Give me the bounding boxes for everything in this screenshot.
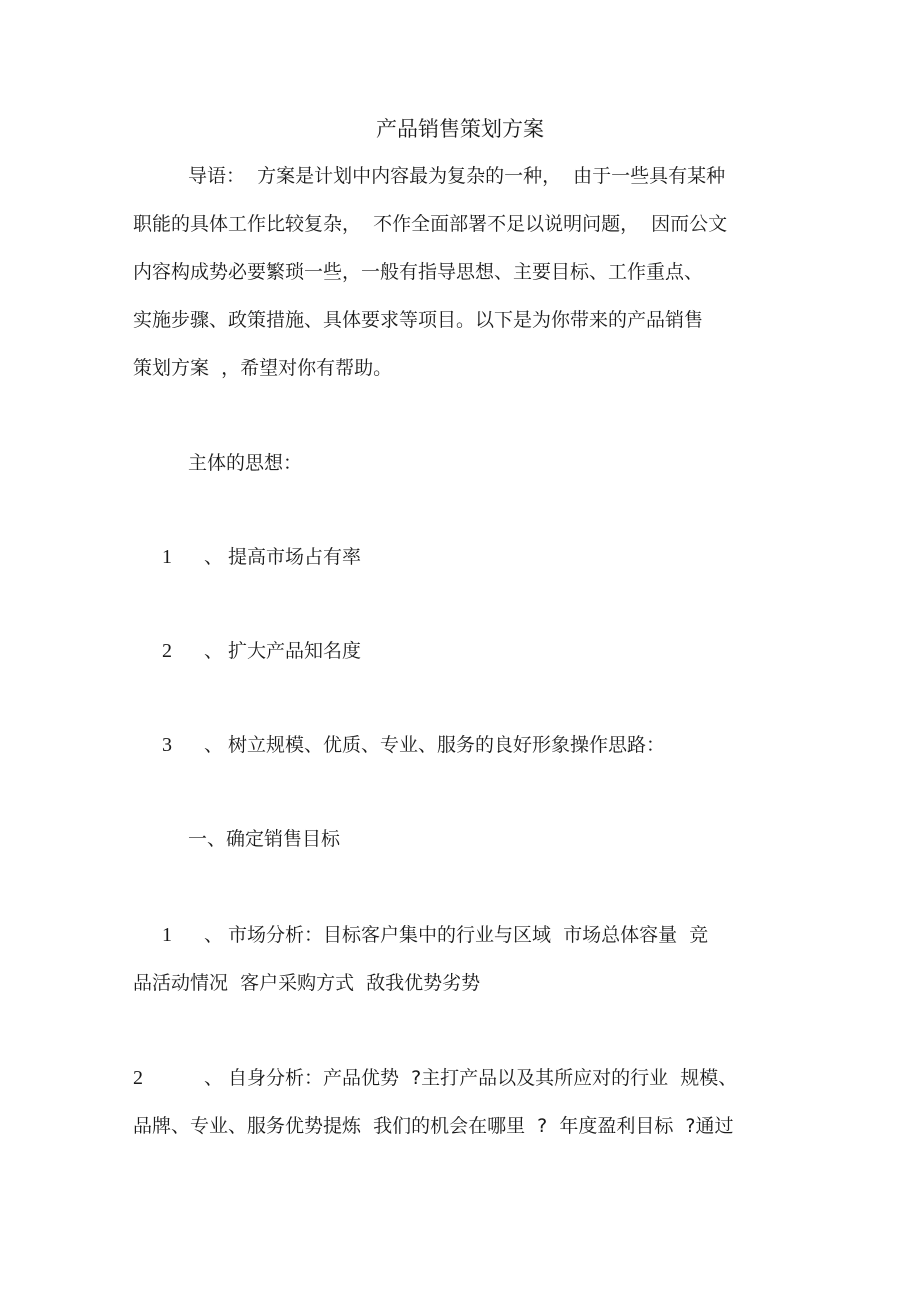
step-separator: 、 bbox=[204, 1067, 224, 1089]
step-text-line-1: 自身分析：产品优势 ?主打产品以及其所应对的行业 规模、 bbox=[228, 1067, 738, 1089]
step-text-line-2: 品牌、专业、服务优势提炼 我们的机会在哪里 ? 年度盈利目标 ?通过 bbox=[133, 1115, 734, 1137]
intro-line-1: 导语： 方案是计划中内容最为复杂的一种， 由于一些具有某种 bbox=[188, 165, 726, 187]
section-heading: 一、确定销售目标 bbox=[188, 828, 341, 850]
intro-line-3: 内容构成势必要繁琐一些，一般有指导思想、主要目标、工作重点、 bbox=[133, 261, 704, 283]
step-number: 2 bbox=[133, 1067, 143, 1089]
main-idea-heading: 主体的思想： bbox=[188, 452, 303, 474]
item-number: 2 bbox=[162, 640, 172, 662]
intro-line-2: 职能的具体工作比较复杂， 不作全面部署不足以说明问题， 因而公文 bbox=[133, 213, 728, 235]
item-number: 3 bbox=[162, 734, 172, 756]
intro-line-5: 策划方案 ，希望对你有帮助。 bbox=[133, 357, 393, 379]
step-number: 1 bbox=[162, 924, 172, 946]
step-text-line-1: 市场分析：目标客户集中的行业与区域 市场总体容量 竞 bbox=[228, 924, 709, 946]
step-text-line-2: 品活动情况 客户采购方式 敌我优势劣势 bbox=[133, 972, 481, 994]
step-separator: 、 bbox=[204, 924, 224, 946]
document-title: 产品销售策划方案 bbox=[376, 117, 544, 141]
item-text: 扩大产品知名度 bbox=[228, 640, 362, 662]
item-separator: 、 bbox=[204, 640, 224, 662]
item-text: 树立规模、优质、专业、服务的良好形象操作思路： bbox=[228, 734, 666, 756]
intro-line-4: 实施步骤、政策措施、具体要求等项目。以下是为你带来的产品销售 bbox=[133, 309, 704, 331]
item-separator: 、 bbox=[204, 734, 224, 756]
item-text: 提高市场占有率 bbox=[228, 546, 362, 568]
item-separator: 、 bbox=[204, 546, 224, 568]
item-number: 1 bbox=[162, 546, 172, 568]
